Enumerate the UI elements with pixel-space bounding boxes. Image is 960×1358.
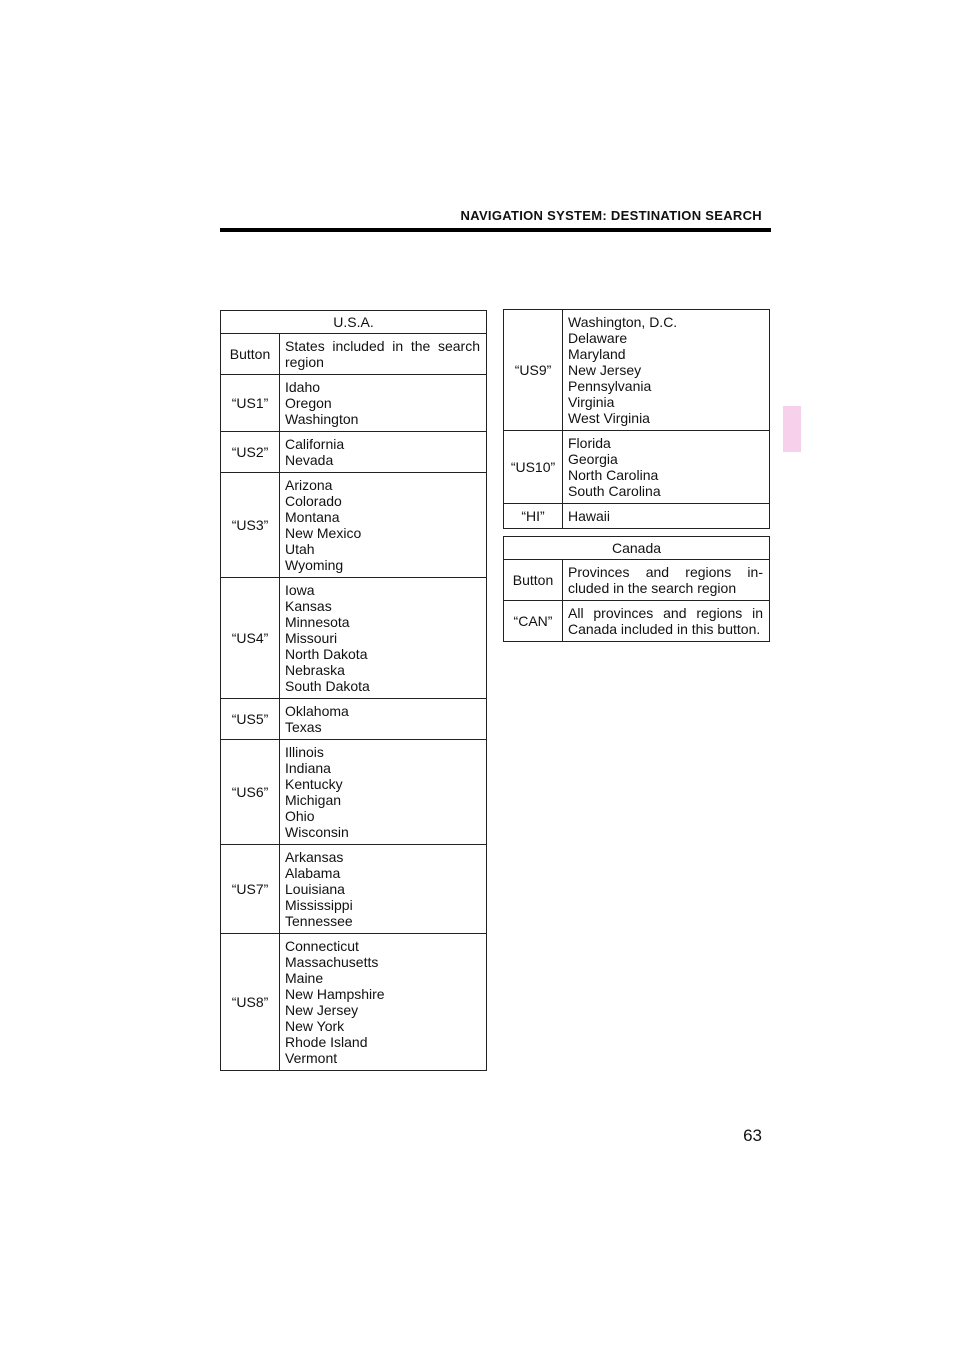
region-name: Utah: [285, 541, 315, 557]
region-name: New York: [285, 1018, 345, 1034]
region-list: [280, 432, 487, 473]
region-button-label: “US8”: [221, 934, 280, 1071]
region-button-label: “US10”: [504, 431, 563, 504]
region-button-label: “US7”: [221, 845, 280, 934]
region-name: California: [285, 436, 345, 452]
region-list: [280, 740, 487, 845]
region-name: North Dakota: [285, 646, 368, 662]
table-row: [221, 375, 487, 432]
region-name: Mississippi: [285, 897, 353, 913]
region-name: Pennsylvania: [568, 378, 652, 394]
region-name: Vermont: [285, 1050, 338, 1066]
region-list: [280, 375, 487, 432]
region-name: Oklahoma: [285, 703, 349, 719]
table-row: [504, 601, 770, 642]
table-row: [504, 310, 770, 431]
region-button-label: “US1”: [221, 375, 280, 432]
column-header-button: Button: [221, 334, 280, 375]
region-button-label: “US5”: [221, 699, 280, 740]
region-name: Louisiana: [285, 881, 345, 897]
region-list: [280, 699, 487, 740]
table-row: [504, 504, 770, 529]
table-row: [221, 934, 487, 1071]
region-button-label: “US2”: [221, 432, 280, 473]
region-name: Arkansas: [285, 849, 344, 865]
table-caption: Canada: [504, 537, 770, 560]
region-list: [280, 473, 487, 578]
section-header-title: NAVIGATION SYSTEM: DESTINATION SEARCH: [460, 208, 762, 223]
region-name: Oregon: [285, 395, 332, 411]
table-row: [221, 740, 487, 845]
region-name: Kentucky: [285, 776, 343, 792]
region-name: South Carolina: [568, 483, 661, 499]
region-button-label: “US4”: [221, 578, 280, 699]
region-name: Idaho: [285, 379, 321, 395]
region-button-label: “US6”: [221, 740, 280, 845]
region-name: Massachusetts: [285, 954, 379, 970]
header-rule: [220, 228, 771, 232]
region-name: Wyoming: [285, 557, 344, 573]
canada-region-table: [503, 536, 770, 642]
region-name: Missouri: [285, 630, 338, 646]
region-name: Nebraska: [285, 662, 345, 678]
region-name: Florida: [568, 435, 611, 451]
region-name: Georgia: [568, 451, 618, 467]
region-name: Tennessee: [285, 913, 353, 929]
page-number: 63: [743, 1126, 762, 1145]
table-row: [221, 845, 487, 934]
region-name: Rhode Island: [285, 1034, 368, 1050]
region-button-label: “HI”: [504, 504, 563, 529]
region-name: South Dakota: [285, 678, 370, 694]
table-row: [221, 578, 487, 699]
region-name: North Carolina: [568, 467, 659, 483]
region-name: West Virginia: [568, 410, 650, 426]
region-name: Washington, D.C.: [568, 314, 678, 330]
region-name: Maryland: [568, 346, 626, 362]
region-button-label: “US3”: [221, 473, 280, 578]
region-name: New Mexico: [285, 525, 362, 541]
region-name: Connecticut: [285, 938, 359, 954]
region-name: Minnesota: [285, 614, 350, 630]
region-name: All provinces and regions in Canada included in this button.: [568, 605, 763, 637]
column-header-regions: Provinces and regions in-cluded in the search region: [563, 560, 770, 601]
region-name: Alabama: [285, 865, 341, 881]
region-name: Iowa: [285, 582, 315, 598]
region-button-label: “US9”: [504, 310, 563, 431]
region-name: Colorado: [285, 493, 342, 509]
region-name: Illinois: [285, 744, 324, 760]
section-side-tab: [783, 406, 801, 452]
table-row: [221, 473, 487, 578]
region-list: [280, 845, 487, 934]
usa-region-table: [220, 310, 487, 1071]
region-name: Delaware: [568, 330, 628, 346]
column-header-button: Button: [504, 560, 563, 601]
table-row: [221, 699, 487, 740]
region-name: Wisconsin: [285, 824, 349, 840]
region-list: [563, 601, 770, 642]
region-name: Kansas: [285, 598, 332, 614]
region-name: New Hampshire: [285, 986, 385, 1002]
region-name: New Jersey: [568, 362, 642, 378]
region-list: [563, 310, 770, 431]
region-name: New Jersey: [285, 1002, 359, 1018]
table-row: [504, 431, 770, 504]
region-name: Virginia: [568, 394, 615, 410]
region-name: Hawaii: [568, 508, 611, 524]
table-caption: U.S.A.: [221, 311, 487, 334]
region-name: Indiana: [285, 760, 331, 776]
region-name: Ohio: [285, 808, 315, 824]
region-name: Montana: [285, 509, 340, 525]
region-list: [563, 504, 770, 529]
region-name: Maine: [285, 970, 324, 986]
region-name: Arizona: [285, 477, 333, 493]
column-header-regions: States included in the search region: [280, 334, 487, 375]
region-list: [280, 934, 487, 1071]
region-name: Washington: [285, 411, 359, 427]
region-button-label: “CAN”: [504, 601, 563, 642]
region-list: [563, 431, 770, 504]
region-name: Michigan: [285, 792, 342, 808]
table-row: [221, 432, 487, 473]
region-list: [280, 578, 487, 699]
usa-region-table-continued: [503, 309, 770, 529]
region-name: Nevada: [285, 452, 334, 468]
region-name: Texas: [285, 719, 322, 735]
